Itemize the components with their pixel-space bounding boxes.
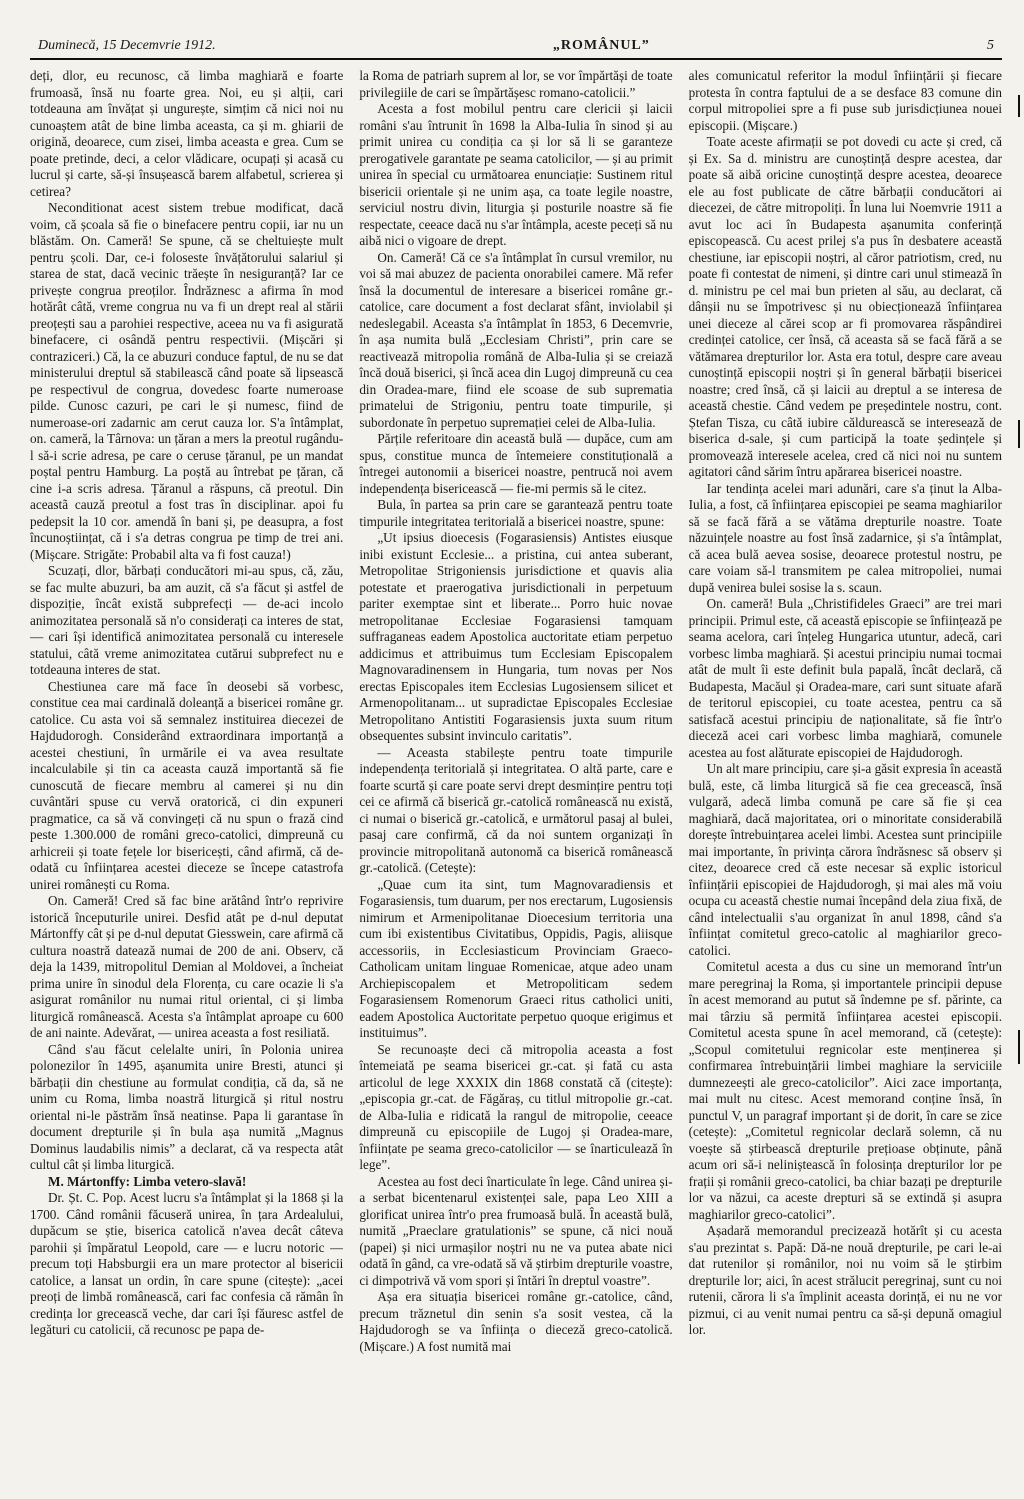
- paragraph: la Roma de patriarh suprem al lor, se vor împărtăși de toate privilegiile de cari se împărtășesc romano-catolicii.”: [359, 68, 673, 100]
- paragraph: Când s'au făcut celelalte uniri, în Polonia unirea polonezilor în 1495, așanumita unire Bresti, atunci și bărbații din chestiune au formulat condiția, că da, să ne unim cu Roma, limba noastră liturgică și ritul nostru oriental ni-le păstrăm însă neatinse. Papa li garantase în document drepturile și în bula așa numită „Magnus Dominus laudabilis nimis” a declarat, că va respecta atât cultul cât și limba liturgică.: [30, 1041, 344, 1172]
- margin-mark: [1018, 1030, 1020, 1064]
- paragraph: Așa era situația bisericei române gr.-catolice, când, precum trăznetul din senin s'a sosit vestea, că la Hajdudorogh se va înființa o dieceză greco-catolică. (Mișcare.) A fost numită mai: [359, 1289, 673, 1354]
- newspaper-title: „ROMÂNUL”: [552, 38, 650, 53]
- article-columns: [30, 68, 1002, 1468]
- margin-mark: [1018, 95, 1020, 117]
- paragraph: deți, dlor, eu recunosc, că limba maghiară e foarte frumoasă, însă nu foarte grea. Noi, eu și alții, cari totdeauna am învățat și ungurește, simțim că nici noi nu cunoaștem atât de bine limba aceasta, ca și m. ghiarii de origină, deoarece, cum zisei, limba aceasta e grea. Cum se poate pretinde, deci, a celor vlădicare, ocupați și acasă cu lucrul și carte, să-și însușească barem alfabetul, scrierea și cetirea?: [30, 68, 344, 199]
- header-rule: [30, 58, 1002, 60]
- paragraph: Așadară memorandul precizează hotărît și cu acesta s'au prezintat s. Papă: Dă-ne nouă drepturile, pe cari le-ai dat rutenilor și românilor, noi nu voim să le știrbim drepturile lor; aici, în acest strălucit peregrinaj, sunt cu noi rutenii, cărora li s'a împlinit aceasta dorință, ei nu ne vor pizmui, ci au venit numai pentru ca să-și depună omagiul lor.: [688, 1223, 1002, 1337]
- column-3: [689, 68, 1002, 1468]
- paragraph: Iar tendința acelei mari adunări, care s'a ținut la Alba-Iulia, a fost, că înființarea episcopiei pe seama maghiarilor să se facă fără a se vătăma drepturile noastre. Toate năzuințele noastre au fost însă zadarnice, și s'a întâmplat, că acea bulă aevea sosise, deoarece protestul nostru, pe care voiam să-l transmitem pe calea mitropoliei, numai după venirea bulei sosise la s. scaun.: [688, 480, 1002, 595]
- header-date: Duminecă, 15 Decemvrie 1912.: [38, 38, 216, 53]
- paragraph: Comitetul acesta a dus cu sine un memorand într'un mare peregrinaj la Roma, și importantele principii depuse în acest memorand au putut să îndemne pe sf. părinte, ca mai târziu să permită înființarea acestei episcopii. Comitetul acesta spune în acel memorand, că (cetește): „Scopul comitetului regnicolar este menținerea și confirmarea întrebuințării limbei maghiare la serviciile dumnezeești ale greco-catolicilor”. Aici zace importanța, mai mult nu citesc. Acest memorand conține însă, în punctul V, un paragraf important și de dorit, în care se zice (cetește): „Comitetul regnicolar declară solemn, că nu voește să știrbească drepturile prețioase obținute, până acum ori să-i neliniștească în folosința drepturilor lor pe frații și românii greco-catolici, ba chiar bazați pe drepturile lor va năzui, ca aceste drepturi să se extindă și asupra maghiarilor greco-catolici”.: [688, 959, 1002, 1222]
- paragraph: „Quae cum ita sint, tum Magnovaradiensis et Fogarasiensis, tum duarum, per nos erectarum, Lugosiensis nimirum et Armenipolitanae Dioecesium territoria una cum ibi existentibus Civitatibus, Oppidis, Pagis, aliisque accessoriis, in Ecclesiasticum Provinciam Graeco-Catholicam unitam linguae Romenicae, atque adeo unam Archiepiscopalem et Metropoliticam sedem Fogarasiensem Romenorum Graeci ritus catholici uniti, eadem Apostolica Auctoritate perpetuo quoque erigimus et instituimus”.: [359, 876, 673, 1040]
- speaker-line: M. Mártonffy: Limba vetero-slavă!: [48, 1173, 247, 1189]
- page-header: [30, 38, 1002, 58]
- paragraph: Acesta a fost mobilul pentru care clericii și laicii români s'au întrunit în 1698 la Alba-Iulia în sinod și au primit unirea cu condiția ca și lor să li se garanteze prerogativele garantate pe seama catolicilor, — și au primit unirea în special cu următoarea enunciație: Sustinem ritul bisericii orientale și ne unim așa, ca toate legile noastre, serviciul nostru divin, liturgia și posturile noastre să fie respectate, ceeace dacă nu s'ar întâmpla, aceste peceți să nu aibă nici o vigoare de drept.: [359, 101, 673, 248]
- paragraph: On. Cameră! Cred să fac bine arătând într'o reprivire istorică începuturile unirei. Desfid atât pe d-nul deputat Mártonffy cât și pe d-nul deputat Giesswein, care afirmă că cultura noastră datează numai de 200 de ani. Observ, că deja la 1439, mitropolitul Demian al Moldovei, a încheiat prima unire în sinodul dela Florența, cu care ocazie li s'a asigurat românilor nu numai ritul oriental, ci și limba liturgică românească. Acesta s'a întâmplat aproape cu 600 de ani nainte. Adevărat, — unirea aceasta a fost resiliată.: [30, 893, 344, 1040]
- paragraph: Un alt mare principiu, care și-a găsit expresia în această bulă, este, că limba liturgică să fie cea grecească, însă vulgară, adecă limba comună pe care să fie și cea maghiară, dacă majoritatea, ori o minoritate considerabilă dorește întrebuințarea acelei limbi. Acestea sunt principiile mai importante, în privința cărora îndrăsnesc să observ și citez, deoarece cred că este necesar să explic istoricul înființării episcopiei de Hajdudorogh, și mai ales mă voiu ocupa cu această chestie numai începând dela ziua fixă, de când intelectualii s'au organizat în anul 1898, când s'a înființat comitetul greco-catolic al maghiarilor greco-catolici.: [688, 761, 1002, 958]
- paragraph: Acestea au fost deci înarticulate în lege. Când unirea și-a serbat bicentenarul existenței sale, papa Leo XIII a glorificat unirea într'o prea frumoasă bulă. În această bulă, numită „Praeclare gratulationis” se spune, că nici nouă (papei) și nici urmașilor noștri nu ne va putea abate nici odată în gând, ca vre-odată să vă știrbim drepturile voastre, ci dimpotrivă vă vom spori și întări în dreptul voastre”.: [359, 1173, 673, 1288]
- paragraph: Chestiunea care mă face în deosebi să vorbesc, constitue cea mai cardinală doleanță a bisericei române gr. catolice. Cu asta voi să semnalez instituirea diecezei de Hajdudorogh. Considerând extraordinara importanță a acestei chestiuni, în urmările ei va avea resultate incalculabile și tin ca aceasta cauză importantă să fie cunoscută de fiecare membru al camerei și nu din cuvântări spuse cu vervă oratorică, ci din expuneri pragmatice, ca să vă convingeți că nu spun o frază cind peste 1.300.000 de români greco-catolici, dimpreună cu arhicreii și toate fețele lor bisericești, când afirmă, că de-odată cu înființarea acestei dieceze se începe catastrofa unirei românești cu Roma.: [30, 678, 344, 892]
- paragraph: Bula, în partea sa prin care se garantează pentru toate timpurile integritatea teritorială a bisericei noastre, spune:: [359, 497, 673, 529]
- column-2: [359, 68, 672, 1468]
- paragraph: Neconditionat acest sistem trebue modificat, dacă voim, că școala să fie o binefacere pentru copii, iar nu un blăstăm. On. Cameră! Se spune, că se cheltuiește mult pentru școli. Dar, ce-i foloseste învățătorului salariul și starea de stat, dacă vecinic trăește în nesiguranță? Iar ce privește congrua preoților. Îndrăznesc a afirma în mod hotărât câtă, vreme congrua nu va fi un drept real al stării preoțești sau a parohiei respective, aceea nu va fi asigurată binefacere, ci osândă pentru respectivii. (Mișcări și contraziceri.) Că, la ce abuzuri conduce faptul, de nu se dat ministerului dreptul să stabilească când poate să lipsească pe respectivul de congrua, dovedesc foarte numeroase pilde. Cunosc cazuri, pe cari le și numesc, fiind de numeroase-ori zadarnic am cerut cauza lor. S'a întâmplat, on. cameră, la Târnova: un țăran a mers la preotul rugându-l să-i scrie adresa, pe care o ceruse țăranul, pe un mandat poștal pentru Hamburg. La poștă au întrebat pe țăran, că cine i-a scris adresa. Țăranul a răspuns, că preotul. Din aceastã cauză preotul a fost tras în disciplinar. apoi fu pedepsit la 10 cor. amendă în bani și, pe deasupra, a fost încunoștiințat, că i s'a detras congrua pe timp de trei ani. (Mișcare. Strigăte: Probabil alta va fi fost cauza!): [30, 200, 344, 562]
- paragraph: Părțile referitoare din această bulă — dupăce, cum am spus, constitue munca de întemeiere constituțională a întregei autonomii a bisericei noastre, pentrucă noi avem independența bisericească — fie-mi permis să le citez.: [359, 431, 673, 496]
- paragraph: Se recunoaște deci că mitropolia aceasta a fost întemeiată pe seama bisericei gr.-cat. și fată cu asta articolul de lege XXXIX din 1868 constată că (citește): „episcopia gr.-cat. de Făgăraș, cu titlul mitropolie gr.-cat. de Alba-Iulia e ridicată la rangul de mitropolie, ceeace dimpreună cu episcopiile de Lugoj și Oradea-mare, înființate pe seama greco-catolicilor — se înarticulează în lege”.: [359, 1041, 673, 1172]
- paragraph: On. cameră! Bula „Christifideles Graeci” are trei mari principii. Primul este, că această episcopie se înființează pe seama acelora, cari înțeleg Hungarica utuntur, adecă, cari vorbesc limba maghiară. Și acestui principiu numai tocmai atât de mult îi este definit bula papală, încât declară, că Budapesta, Macăul și Oradea-mare, cari sunt situate afară de teritorul episcopiei, cu toate acestea, pentru ca să satisfacă acestui principiu de naționalitate, să fie într'o dieceză acei cari vorbesc limba maghiară, comunele acestea au fost alăturate episcopiei de Hajdudorogh.: [688, 596, 1002, 760]
- paragraph: ales comunicatul referitor la modul înființării și fiecare protesta în contra faptului de a se desface 83 comune din corpul mitropoliei spre a fi puse sub jurisdicțiunea nouei episcopii. (Mișcare.): [688, 68, 1002, 133]
- paragraph: Toate aceste afirmații se pot dovedi cu acte și cred, că și Ex. Sa d. ministru are cunoștință despre acestea, dar poate să aibă oricine cunoștință despre acestea, deoarece ele au fost publicate de către bărbații conducători ai diecezei, de către mitropoliți. În luna lui Noemvrie 1911 a avut loc aci în Budapesta așanumita conferință episcopească. Cu acest prilej s'a pus în desbatere această chestiune, iar episcopii noștri, al căror patriotism, cred, nu poate fi contestat de nimeni, și dintre cari unul stimează în d. ministru pe cel mai bun prieten al său, au declarat, că dânșii nu se împotrivesc și nu obiecționează înființarea unei dieceze al cărei scop ar fi promovarea răspândirei credinței catolice, cer însă, că aceasta să se facă fără a se vătămarea drepturilor lor. Asta era totul, despre care aveau cunoștință episcopii noștri și în general bărbații bisericei noastre; cred însă, că și laicii au dreptul a se interesa de această chestie. Când vedem pe președintele nostru, cont. Ștefan Tisza, cu câtă iubire căldurească se interesează de biserica d-sale, și cum participă la toate ședințele și promovează interesele acelea, cred că nici noi nu suntem agitatori când sărim întru apărarea bisericei noastre.: [688, 134, 1002, 479]
- paragraph: — Aceasta stabilește pentru toate timpurile independența teritorială și integritatea. O altă parte, care e foarte scurtă și care poate servi drept desmințire pentru toți cei ce afirmă că biserică gr.-catolică românească nu există, ci numai o biserică gr.-catolică, e următorul pasaj al bulei, pasaj care confirmă, că da noi suntem organizați în provincie mitropolitană autonomă ca biserică românească gr.-catolică. (Cetește):: [359, 744, 673, 875]
- page-number: 5: [987, 38, 994, 53]
- paragraph: On. Cameră! Că ce s'a întâmplat în cursul vremilor, nu voi să mai abuzez de pacienta onorabilei camere. Mă refer însă la documentul de interesare a bisericei române gr.-catolice, care document a fost declarat sfânt, inviolabil și nedeslegabil. Aceasta s'a întâmplat în 1853, 6 Decemvrie, în așa numita bulă „Ecclesiam Christi”, prin care se reactivează mitropolia română de Alba-Iulia și se creiază încă două biserici, și încă acea din Lugoj dimpreună cu cea din Oradea-mare, fiind ele scoase de sub suprematia primatelui de Strigoniu, pentru toate timpurile, și subordonate în perpetuo supremației celei de Alba-Iulia.: [359, 249, 673, 430]
- paragraph: „Ut ipsius dioecesis (Fogarasiensis) Antistes eiusque inibi existunt Ecclesie... a pristina, cui antea suberant, Metropolitae Strigoniensis jurisdictione et quavis alia potestate et praerogativa jurisdictionali in perpetuum pariter exemptae sint et liberate... Porro huic novae metropolitanae Ecclesiae Fogarasiensi tamquam suffraganeas eadem Apostolica auctoritate etiam perpetuo addicimus et attribuimus tum Ecclesiam Episcopalem Magnovaradinensem in Hungaria, tum novas per Nos erectas Episcopales item Ecclesias Lugosiensem silicet et Armenopolitanam... ut supradictae Episcopales Ecclesiae Metropolitano Antistiti Fogarasiensis juxta suum ritum obsequentes subsint invinculo caritatis”.: [359, 530, 673, 743]
- margin-mark: [1018, 420, 1020, 448]
- column-1: [30, 68, 343, 1468]
- paragraph: Scuzați, dlor, bărbați conducători mi-au spus, că, zău, se fac multe abuzuri, ba am auzit, că s'a făcut și astfel de dispoziție, încât există subprefecți — de-aci incolo animozitatea personală să n'o considerați ca interes de stat, — cari își identifică animozitatea personală cu interesele statului, câtă vreme animozitatea cutărui subprefect nu e totdeauna interes de stat.: [30, 563, 344, 677]
- paragraph: Dr. Șt. C. Pop. Acest lucru s'a întâmplat și la 1868 și la 1700. Când românii făcuseră unirea, în țara Ardealului, dupăcum se știe, biserica catolică n'avea decât câteva parohii și împăratul Leopold, care — e lucru notoric — precum toți Habsburgii era un mare protector al bisericii catolice, a lansat un ordin, în care spune (citește): „acei preoți de limbă românească, cari fac confesia că rămân în credința lor grecească veche, dar cari își făuresc astfel de legături cu catolicii, că recunosc pe papa de-: [30, 1190, 344, 1337]
